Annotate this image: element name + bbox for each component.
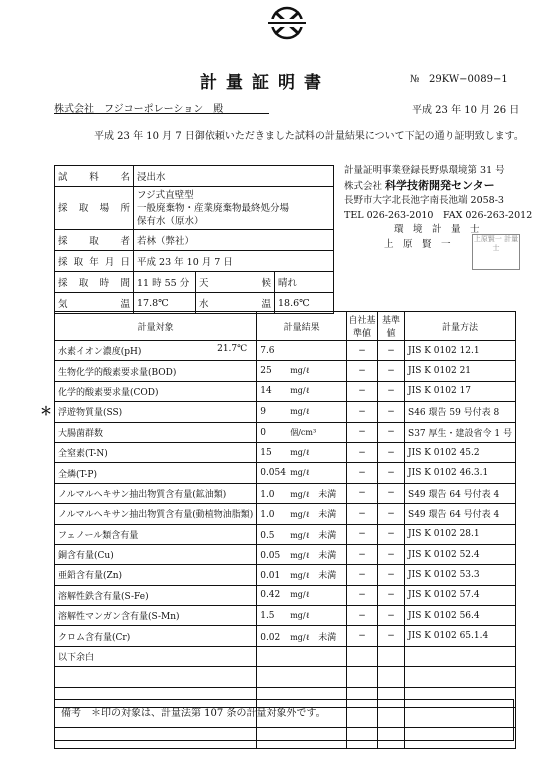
table-row bbox=[55, 646, 516, 666]
recipient-company: 株式会社 フジコーポレーション 殿 bbox=[54, 104, 224, 115]
results-table bbox=[54, 311, 516, 749]
row-value: 0.42 bbox=[260, 590, 281, 601]
row-standard: − bbox=[378, 361, 405, 381]
row-own-standard: − bbox=[347, 606, 378, 626]
row-result bbox=[257, 381, 347, 401]
sample-name-value: 浸出水 bbox=[134, 166, 334, 187]
row-unit: mg/ℓ bbox=[290, 530, 310, 540]
row-result bbox=[257, 544, 347, 564]
row-item: ノルマルヘキサン抽出物質含有量(動植物油脂類) bbox=[55, 504, 257, 524]
row-result bbox=[257, 463, 347, 483]
row-standard bbox=[378, 667, 405, 687]
row-value: 0.054 bbox=[260, 468, 286, 479]
table-row bbox=[55, 544, 516, 564]
row-standard: − bbox=[378, 483, 405, 503]
weather-value: 晴れ bbox=[275, 272, 334, 293]
row-flag: 未満 bbox=[318, 571, 337, 582]
row-value: 0.02 bbox=[260, 632, 281, 643]
row-own-standard bbox=[347, 667, 378, 687]
number-value: 29KW−0089−1 bbox=[429, 74, 508, 85]
registration-number: 計量証明事業登録長野県環境第 31 号 bbox=[344, 165, 505, 176]
row-own-standard: − bbox=[347, 463, 378, 483]
row-standard: − bbox=[378, 585, 405, 605]
header-result: 計量結果 bbox=[257, 312, 347, 341]
water-temp-label: 水温 bbox=[196, 293, 275, 314]
table-row bbox=[55, 463, 516, 483]
row-item: 以下余白 bbox=[55, 646, 257, 666]
row-own-standard: − bbox=[347, 544, 378, 564]
row-flag: 未満 bbox=[318, 510, 337, 521]
row-standard: − bbox=[378, 442, 405, 462]
row-method: JIS K 0102 46.3.1 bbox=[405, 463, 516, 483]
collection-date-label: 採取年月日 bbox=[55, 251, 134, 272]
row-item: 銅含有量(Cu) bbox=[55, 544, 257, 564]
row-value: 9 bbox=[260, 406, 266, 417]
row-own-standard: − bbox=[347, 422, 378, 442]
row-result bbox=[257, 361, 347, 381]
row-unit: mg/ℓ bbox=[290, 632, 310, 642]
row-unit: mg/ℓ bbox=[290, 366, 310, 376]
row-result bbox=[257, 442, 347, 462]
row-value: 15 bbox=[260, 447, 272, 458]
row-value: 1.5 bbox=[260, 610, 275, 621]
row-own-standard: − bbox=[347, 626, 378, 646]
sample-name-label: 試料名 bbox=[55, 166, 134, 187]
location-value bbox=[134, 187, 334, 230]
row-value: 14 bbox=[260, 386, 272, 397]
table-row bbox=[55, 422, 516, 442]
row-result bbox=[257, 565, 347, 585]
issuer-address: 長野市大字北長池字南長池端 2058-3 bbox=[344, 195, 504, 206]
certifier-title: 環 境 計 量 士 bbox=[394, 224, 480, 235]
row-value: 0.5 bbox=[260, 530, 275, 541]
location-line: 保有水（原水） bbox=[137, 215, 204, 227]
row-method: JIS K 0102 52.4 bbox=[405, 544, 516, 564]
row-unit: mg/ℓ bbox=[290, 406, 310, 416]
remarks: 備考 ＊印の対象は、計量法第 107 条の計量対象外です。 bbox=[54, 699, 514, 741]
row-unit: mg/ℓ bbox=[290, 610, 310, 620]
row-item: 化学的酸素要求量(COD) bbox=[55, 381, 257, 401]
results-header-row bbox=[55, 312, 516, 341]
row-standard: − bbox=[378, 463, 405, 483]
row-result bbox=[257, 585, 347, 605]
table-row bbox=[55, 442, 516, 462]
row-standard: − bbox=[378, 524, 405, 544]
row-result bbox=[257, 483, 347, 503]
row-standard: − bbox=[378, 422, 405, 442]
ph-temperature: 21.7℃ bbox=[217, 344, 248, 355]
row-method: JIS K 0102 57.4 bbox=[405, 585, 516, 605]
row-own-standard: − bbox=[347, 504, 378, 524]
row-standard: − bbox=[378, 504, 405, 524]
row-value: 1.0 bbox=[260, 489, 275, 500]
header-own-standard: 自社基準値 bbox=[347, 312, 378, 341]
row-item: 大腸菌群数 bbox=[55, 422, 257, 442]
row-method: JIS K 0102 53.3 bbox=[405, 565, 516, 585]
issuer-phone-fax: TEL 026-263-2010 FAX 026-263-2012 bbox=[344, 209, 533, 221]
row-own-standard bbox=[347, 646, 378, 666]
row-own-standard: − bbox=[347, 483, 378, 503]
row-standard: − bbox=[378, 606, 405, 626]
table-row bbox=[55, 565, 516, 585]
row-result bbox=[257, 606, 347, 626]
weather-label: 天候 bbox=[196, 272, 275, 293]
row-item: 生物化学的酸素要求量(BOD) bbox=[55, 361, 257, 381]
row-method: JIS K 0102 17 bbox=[405, 381, 516, 401]
air-temp-value: 17.8℃ bbox=[134, 293, 196, 314]
row-own-standard: − bbox=[347, 381, 378, 401]
company-logo bbox=[262, 4, 312, 42]
row-result bbox=[257, 504, 347, 524]
seal-text: 上原賢一 計量士 bbox=[473, 235, 519, 252]
water-temp-value: 18.6℃ bbox=[275, 293, 334, 314]
header-item: 計量対象 bbox=[55, 312, 257, 341]
table-row bbox=[55, 361, 516, 381]
row-own-standard: − bbox=[347, 361, 378, 381]
row-unit: mg/ℓ bbox=[290, 590, 310, 600]
row-flag: 未満 bbox=[318, 530, 337, 541]
certifier-name: 上 原 賢 一 bbox=[384, 238, 451, 250]
row-result bbox=[257, 646, 347, 666]
collection-time-value: 11 時 55 分 bbox=[134, 272, 196, 293]
row-own-standard: − bbox=[347, 341, 378, 361]
row-item: 溶解性マンガン含有量(S-Mn) bbox=[55, 606, 257, 626]
row-method: JIS K 0102 65.1.4 bbox=[405, 626, 516, 646]
issue-date: 平成 23 年 10 月 26 日 bbox=[412, 105, 520, 116]
row-method: S46 環告 59 号付表 8 bbox=[405, 402, 516, 422]
row-item: フェノール類含有量 bbox=[55, 524, 257, 544]
table-row bbox=[55, 524, 516, 544]
row-own-standard: − bbox=[347, 524, 378, 544]
intro-text: 平成 23 年 10 月 7 日御依頼いただきました試料の計量結果について下記の通り証明致します。 bbox=[94, 131, 524, 142]
table-row bbox=[55, 341, 516, 361]
collector-value: 若林（弊社） bbox=[134, 230, 334, 251]
row-result bbox=[257, 524, 347, 544]
row-result bbox=[257, 422, 347, 442]
row-value: 25 bbox=[260, 366, 272, 377]
row-method bbox=[405, 646, 516, 666]
row-unit: mg/ℓ bbox=[290, 551, 310, 561]
row-method: JIS K 0102 56.4 bbox=[405, 606, 516, 626]
row-value: 0.01 bbox=[260, 571, 281, 582]
row-standard: − bbox=[378, 565, 405, 585]
row-value: 1.0 bbox=[260, 510, 275, 521]
row-method: S49 環告 64 号付表 4 bbox=[405, 504, 516, 524]
row-standard bbox=[378, 646, 405, 666]
row-method: JIS K 0102 45.2 bbox=[405, 442, 516, 462]
row-unit: mg/ℓ bbox=[290, 489, 310, 499]
row-item: 浮遊物質量(SS) bbox=[55, 402, 257, 422]
row-method: JIS K 0102 28.1 bbox=[405, 524, 516, 544]
row-unit: mg/ℓ bbox=[290, 386, 310, 396]
issuer-company: 株式会社 科学技術開発センター bbox=[344, 178, 495, 192]
collector-label: 採取者 bbox=[55, 230, 134, 251]
row-result bbox=[257, 667, 347, 687]
air-temp-label: 気温 bbox=[55, 293, 134, 314]
row-flag: 未満 bbox=[318, 632, 337, 643]
table-row bbox=[55, 483, 516, 503]
location-label: 採取場所 bbox=[55, 187, 134, 230]
document-number bbox=[410, 74, 508, 85]
header-standard: 基準値 bbox=[378, 312, 405, 341]
row-item: ノルマルヘキサン抽出物質含有量(鉱油類) bbox=[55, 483, 257, 503]
table-row bbox=[55, 402, 516, 422]
row-item: 水素イオン濃度(pH) 21.7℃ bbox=[55, 341, 257, 361]
row-unit: mg/ℓ bbox=[290, 571, 310, 581]
row-result bbox=[257, 341, 347, 361]
row-method: JIS K 0102 21 bbox=[405, 361, 516, 381]
row-value: 0.05 bbox=[260, 551, 281, 562]
row-flag: 未満 bbox=[318, 551, 337, 562]
row-item bbox=[55, 667, 257, 687]
row-value: 7.6 bbox=[260, 345, 275, 356]
row-value: 0 bbox=[260, 427, 266, 438]
row-standard: − bbox=[378, 402, 405, 422]
row-method: S49 環告 64 号付表 4 bbox=[405, 483, 516, 503]
collection-time-label: 採取時間 bbox=[55, 272, 134, 293]
row-own-standard: − bbox=[347, 442, 378, 462]
location-line: 一般廃棄物・産業廃棄物最終処分場 bbox=[137, 202, 290, 214]
row-standard: − bbox=[378, 381, 405, 401]
row-unit: mg/ℓ bbox=[290, 447, 310, 457]
row-method: JIS K 0102 12.1 bbox=[405, 341, 516, 361]
row-unit: mg/ℓ bbox=[290, 510, 310, 520]
table-row bbox=[55, 585, 516, 605]
table-row bbox=[55, 606, 516, 626]
row-unit: mg/ℓ bbox=[290, 468, 310, 478]
row-item: 全窒素(T-N) bbox=[55, 442, 257, 462]
row-item: 溶解性鉄含有量(S-Fe) bbox=[55, 585, 257, 605]
location-line: フジ式直壁型 bbox=[137, 189, 194, 201]
table-row bbox=[55, 667, 516, 687]
certifier-seal bbox=[472, 234, 520, 270]
row-unit: 個/cm³ bbox=[290, 427, 317, 437]
row-item: 亜鉛含有量(Zn) bbox=[55, 565, 257, 585]
row-standard: − bbox=[378, 341, 405, 361]
row-method: S37 厚生・建設省令 1 号 bbox=[405, 422, 516, 442]
asterisk-marker: ＊ bbox=[40, 404, 53, 418]
row-own-standard: − bbox=[347, 585, 378, 605]
sample-info-table bbox=[54, 165, 334, 314]
recipient-underline bbox=[54, 113, 269, 114]
row-result bbox=[257, 626, 347, 646]
row-own-standard: − bbox=[347, 565, 378, 585]
header-method: 計量方法 bbox=[405, 312, 516, 341]
table-row bbox=[55, 626, 516, 646]
table-row bbox=[55, 381, 516, 401]
row-standard: − bbox=[378, 544, 405, 564]
row-item: 全燐(T-P) bbox=[55, 463, 257, 483]
row-standard: − bbox=[378, 626, 405, 646]
document-title: 計量証明書 bbox=[200, 73, 330, 93]
row-item: クロム含有量(Cr) bbox=[55, 626, 257, 646]
row-own-standard: − bbox=[347, 402, 378, 422]
collection-date-value: 平成 23 年 10 月 7 日 bbox=[134, 251, 334, 272]
table-row bbox=[55, 504, 516, 524]
row-method bbox=[405, 667, 516, 687]
row-flag: 未満 bbox=[318, 489, 337, 500]
number-mark: № bbox=[410, 74, 420, 85]
row-result bbox=[257, 402, 347, 422]
